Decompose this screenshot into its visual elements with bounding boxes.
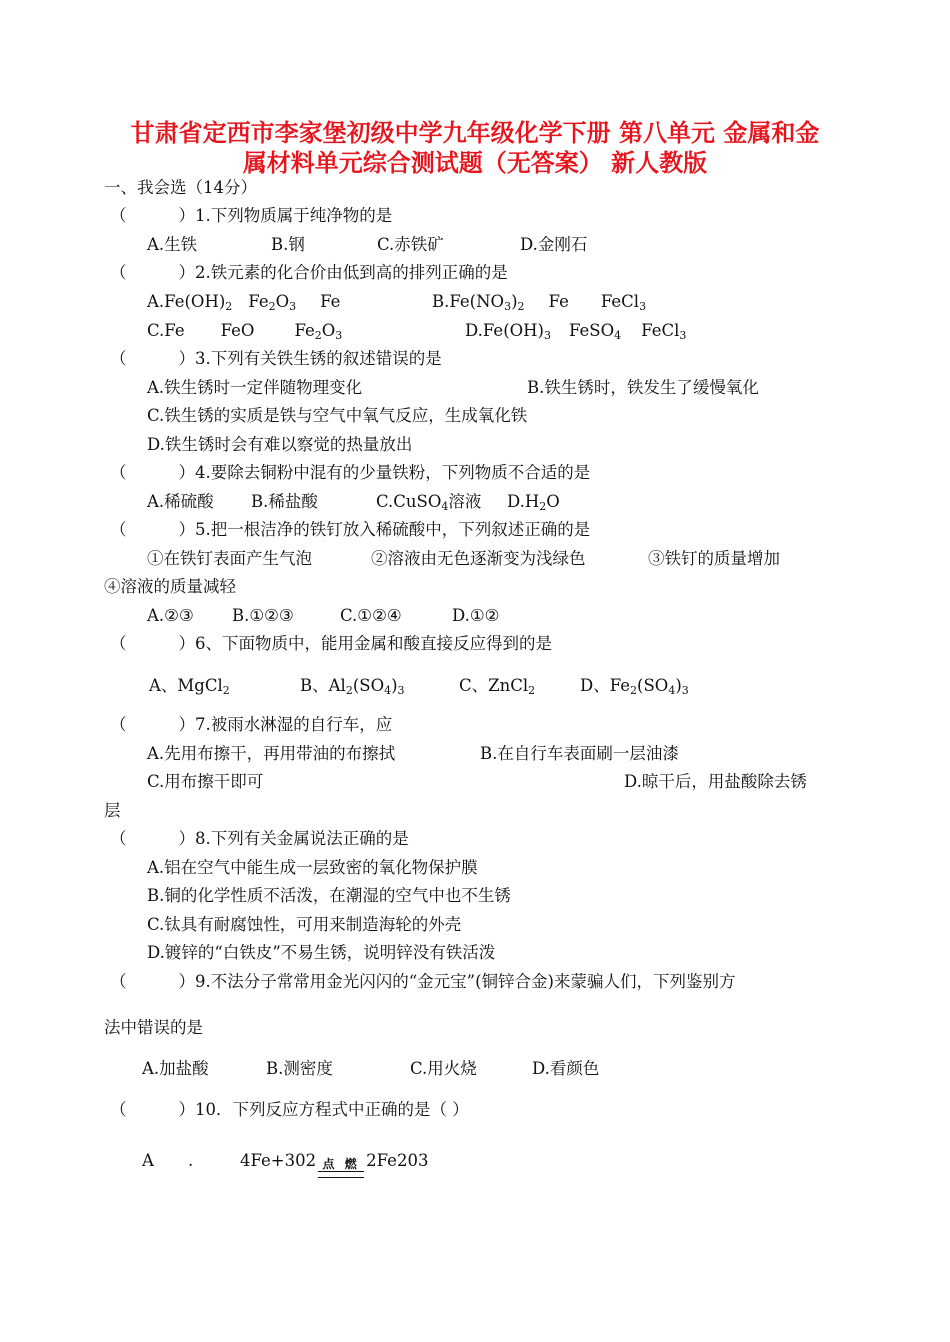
question-9-stem xyxy=(110,971,736,993)
answer-paren-close: ） xyxy=(178,349,195,368)
question-1-option-b: B.钢 xyxy=(271,235,305,254)
section-heading: 一、我会选（14分） xyxy=(104,178,257,197)
question-6-option-d: D、$Fe_2(SO_4)_3$ xyxy=(580,676,689,697)
answer-paren-open: （ xyxy=(110,829,127,848)
question-4-option-c: C.CuSO$_4$溶液 xyxy=(376,492,482,513)
question-6-stem xyxy=(110,633,552,655)
answer-paren-close: ） xyxy=(178,634,195,653)
reaction-condition: 点 燃 xyxy=(322,1157,360,1171)
question-9-option-b: B.测密度 xyxy=(266,1059,333,1078)
question-5-stem xyxy=(110,519,590,541)
question-text: 6、下面物质中，能用金属和酸直接反应得到的是 xyxy=(195,634,552,653)
question-4-stem xyxy=(110,462,590,484)
question-8-option-a: A.铝在空气中能生成一层致密的氧化物保护膜 xyxy=(147,858,478,877)
question-text: 4.要除去铜粉中混有的少量铁粉，下列物质不合适的是 xyxy=(195,463,591,482)
question-6-option-c: C、ZnCl$_2$ xyxy=(459,676,536,697)
question-10-option-a-dot: . xyxy=(188,1151,194,1170)
question-text: 1.下列物质属于纯净物的是 xyxy=(195,206,393,225)
question-8-option-b: B.铜的化学性质不活泼，在潮湿的空气中也不生锈 xyxy=(147,886,511,905)
answer-paren-open: （ xyxy=(110,349,127,368)
question-text: 7.被雨水淋湿的自行车，应 xyxy=(195,715,393,734)
question-1-stem xyxy=(110,205,392,227)
question-8-option-c: C.钛具有耐腐蚀性，可用来制造海轮的外壳 xyxy=(147,915,462,934)
question-9-option-d: D.看颜色 xyxy=(532,1059,600,1078)
question-4-option-d: $D.H_2O$ xyxy=(507,492,560,513)
question-10-stem xyxy=(110,1099,469,1121)
question-7-option-d: D.晾干后，用盐酸除去锈 xyxy=(624,772,807,791)
answer-paren-close: ） xyxy=(178,520,195,539)
question-1-option-a: A.生铁 xyxy=(147,235,198,254)
answer-paren-open: （ xyxy=(110,1100,127,1119)
question-3-stem xyxy=(110,348,442,370)
question-5-statement-2: ②溶液由无色逐渐变为浅绿色 xyxy=(371,549,586,568)
question-3-option-d: D.铁生锈时会有难以察觉的热量放出 xyxy=(147,435,413,454)
question-2-option-a: $A.Fe(OH)_2$ $Fe_2O_3$ Fe xyxy=(147,292,341,313)
question-3-option-c: C.铁生锈的实质是铁与空气中氧气反应，生成氧化铁 xyxy=(147,406,528,425)
answer-paren-open: （ xyxy=(110,206,127,225)
answer-paren-open: （ xyxy=(110,634,127,653)
question-text: 2.铁元素的化合价由低到高的排列正确的是 xyxy=(195,263,508,282)
question-2-option-d: $D.Fe(OH)_3$ FeSO$_4$ FeCl$_3$ xyxy=(465,321,687,342)
equation-reactants: 4Fe+302 xyxy=(240,1151,317,1170)
question-4-option-b: B.稀盐酸 xyxy=(251,492,318,511)
question-5-statement-3: ③铁钉的质量增加 xyxy=(648,549,780,568)
question-3-option-a: A.铁生锈时一定伴随物理变化 xyxy=(147,378,363,397)
question-text: 5.把一根洁净的铁钉放入稀硫酸中，下列叙述正确的是 xyxy=(195,520,591,539)
answer-paren-close: ） xyxy=(178,972,195,991)
question-10-option-a-equation xyxy=(240,1150,428,1178)
reaction-arrow xyxy=(318,1158,364,1178)
question-5-option-a: A.②③ xyxy=(147,606,194,625)
question-9-option-a: A.加盐酸 xyxy=(142,1059,209,1078)
question-3-option-b: B.铁生锈时，铁发生了缓慢氧化 xyxy=(527,378,759,397)
question-text: 3.下列有关铁生锈的叙述错误的是 xyxy=(195,349,442,368)
question-text: 10．下列反应方程式中正确的是（ ） xyxy=(195,1100,469,1119)
question-7-option-c: C.用布擦干即可 xyxy=(147,772,264,791)
question-7-stem xyxy=(110,714,392,736)
answer-paren-close: ） xyxy=(178,829,195,848)
answer-paren-close: ） xyxy=(178,1100,195,1119)
question-10-option-a-label: A xyxy=(142,1151,154,1170)
question-5-statement-4: ④溶液的质量减轻 xyxy=(104,577,236,596)
equation-products: 2Fe203 xyxy=(366,1151,429,1170)
document-title-line-2: 属材料单元综合测试题（无答案） 新人教版 xyxy=(242,148,708,177)
question-text: 9.不法分子常常用金光闪闪的“金元宝”(铜锌合金)来蒙骗人们，下列鉴别方 xyxy=(195,972,736,991)
question-7-option-a: A.先用布擦干，再用带油的布擦拭 xyxy=(147,744,396,763)
answer-paren-open: （ xyxy=(110,520,127,539)
question-1-option-d: D.金刚石 xyxy=(520,235,588,254)
question-8-stem xyxy=(110,828,409,850)
question-5-option-d: D.①② xyxy=(452,606,500,625)
answer-paren-close: ） xyxy=(178,715,195,734)
question-2-option-c: C.Fe FeO $Fe_2O_3$ xyxy=(147,321,343,342)
answer-paren-close: ） xyxy=(178,463,195,482)
question-6-option-a: A、MgCl$_2$ xyxy=(149,676,230,697)
question-9-option-c: C.用火烧 xyxy=(410,1059,477,1078)
question-6-option-b: B、$Al_2(SO_4)_3$ xyxy=(300,676,405,697)
question-9-stem-continued: 法中错误的是 xyxy=(104,1018,203,1037)
document-title-line-1: 甘肃省定西市李家堡初级中学九年级化学下册 第八单元 金属和金 xyxy=(130,118,820,147)
question-7-option-d-continued: 层 xyxy=(104,801,121,820)
question-2-option-b: $B.Fe(NO_3)_2$ Fe FeCl$_3$ xyxy=(432,292,647,313)
question-4-option-a: A.稀硫酸 xyxy=(147,492,214,511)
question-5-option-c: C.①②④ xyxy=(340,606,402,625)
question-5-statement-1: ①在铁钉表面产生气泡 xyxy=(147,549,312,568)
answer-paren-open: （ xyxy=(110,263,127,282)
double-line-arrow-icon xyxy=(318,1171,364,1178)
question-7-option-b: B.在自行车表面刷一层油漆 xyxy=(480,744,679,763)
question-text: 8.下列有关金属说法正确的是 xyxy=(195,829,409,848)
answer-paren-open: （ xyxy=(110,715,127,734)
answer-paren-open: （ xyxy=(110,463,127,482)
question-8-option-d: D.镀锌的“白铁皮”不易生锈，说明锌没有铁活泼 xyxy=(147,943,496,962)
question-2-stem xyxy=(110,262,508,284)
question-1-option-c: C.赤铁矿 xyxy=(377,235,444,254)
answer-paren-close: ） xyxy=(178,206,195,225)
answer-paren-open: （ xyxy=(110,972,127,991)
answer-paren-close: ） xyxy=(178,263,195,282)
question-5-option-b: B.①②③ xyxy=(232,606,294,625)
